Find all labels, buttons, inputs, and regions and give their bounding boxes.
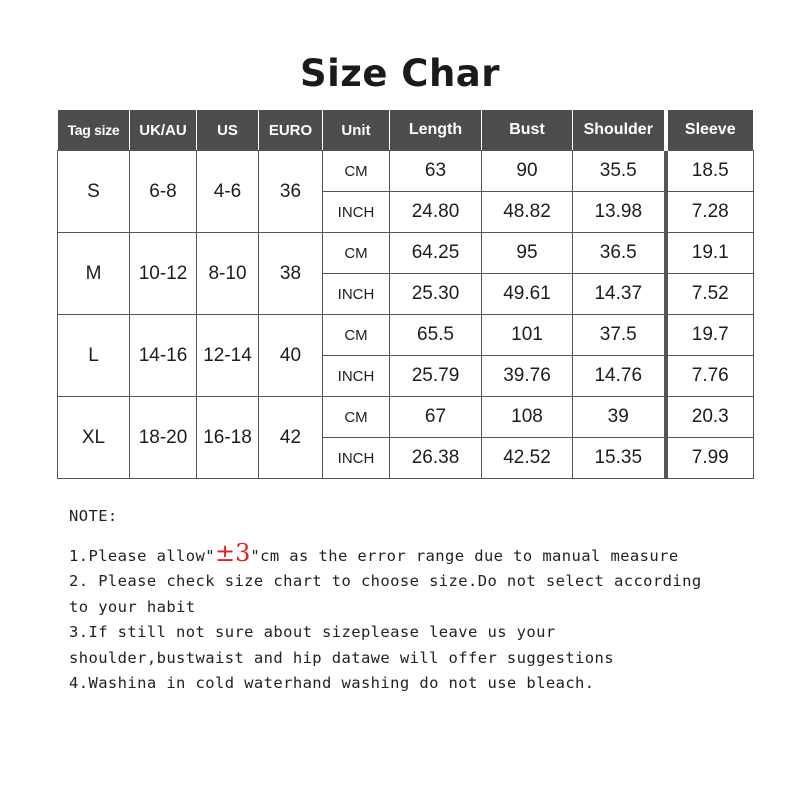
bust-cell: 108: [482, 397, 573, 438]
unit-cell: INCH: [323, 192, 390, 233]
us-cell: 16-18: [197, 397, 259, 479]
length-cell: 63: [390, 151, 482, 192]
us-cell: 12-14: [197, 315, 259, 397]
table-row: [58, 233, 754, 274]
unit-cell: INCH: [323, 356, 390, 397]
shoulder-cell: 14.76: [573, 356, 666, 397]
header-tag-size: Tag size: [58, 110, 130, 151]
bust-cell: 42.52: [482, 438, 573, 479]
sleeve-cell: 20.3: [666, 397, 754, 438]
bust-cell: 48.82: [482, 192, 573, 233]
euro-cell: 42: [259, 397, 323, 479]
tag-size-cell: XL: [58, 397, 130, 479]
shoulder-cell: 13.98: [573, 192, 666, 233]
header-shoulder: Shoulder: [573, 110, 666, 151]
sleeve-cell: 7.52: [666, 274, 754, 315]
sleeve-cell: 7.76: [666, 356, 754, 397]
tag-size-cell: M: [58, 233, 130, 315]
header-sleeve: Sleeve: [666, 110, 754, 151]
unit-cell: INCH: [323, 274, 390, 315]
tolerance-highlight: ±3: [214, 538, 251, 567]
length-cell: 24.80: [390, 192, 482, 233]
note-heading: NOTE:: [69, 507, 118, 525]
us-cell: 4-6: [197, 151, 259, 233]
sleeve-cell: 19.1: [666, 233, 754, 274]
sleeve-cell: 18.5: [666, 151, 754, 192]
shoulder-cell: 37.5: [573, 315, 666, 356]
shoulder-cell: 39: [573, 397, 666, 438]
note-line-3b: shoulder,bustwaist and hip datawe will offer suggestions: [69, 648, 614, 667]
euro-cell: 40: [259, 315, 323, 397]
note-line-2b: to your habit: [69, 597, 196, 616]
us-cell: 8-10: [197, 233, 259, 315]
sleeve-cell: 7.99: [666, 438, 754, 479]
length-cell: 64.25: [390, 233, 482, 274]
header-length: Length: [390, 110, 482, 151]
length-cell: 25.79: [390, 356, 482, 397]
euro-cell: 36: [259, 151, 323, 233]
note-line-1-post: "cm as the error range due to manual measure: [250, 546, 679, 565]
note-line-4: 4.Washina in cold waterhand washing do not use bleach.: [69, 674, 595, 692]
table-row: [58, 397, 754, 438]
header-uk-au: UK/AU: [130, 110, 197, 151]
note-line-1: [69, 538, 769, 570]
shoulder-cell: 15.35: [573, 438, 666, 479]
unit-cell: CM: [323, 151, 390, 192]
length-cell: 25.30: [390, 274, 482, 315]
length-cell: 65.5: [390, 315, 482, 356]
note-line-1-pre: 1.Please allow": [69, 546, 215, 565]
uk-au-cell: 10-12: [130, 233, 197, 315]
note-line-3a: 3.If still not sure about sizeplease leave us your: [69, 623, 556, 641]
unit-cell: CM: [323, 397, 390, 438]
unit-cell: CM: [323, 233, 390, 274]
notes-section: [69, 504, 769, 697]
shoulder-cell: 36.5: [573, 233, 666, 274]
bust-cell: 101: [482, 315, 573, 356]
length-cell: 26.38: [390, 438, 482, 479]
size-chart-table: [57, 109, 754, 479]
bust-cell: 49.61: [482, 274, 573, 315]
header-bust: Bust: [482, 110, 573, 151]
bust-cell: 39.76: [482, 356, 573, 397]
header-euro: EURO: [259, 110, 323, 151]
tag-size-cell: S: [58, 151, 130, 233]
euro-cell: 38: [259, 233, 323, 315]
sleeve-cell: 7.28: [666, 192, 754, 233]
uk-au-cell: 6-8: [130, 151, 197, 233]
tag-size-cell: L: [58, 315, 130, 397]
sleeve-cell: 19.7: [666, 315, 754, 356]
shoulder-cell: 35.5: [573, 151, 666, 192]
header-unit: Unit: [323, 110, 390, 151]
table-row: [58, 151, 754, 192]
bust-cell: 90: [482, 151, 573, 192]
unit-cell: CM: [323, 315, 390, 356]
page-title: Size Char: [299, 52, 501, 95]
header-row: [58, 110, 754, 151]
length-cell: 67: [390, 397, 482, 438]
unit-cell: INCH: [323, 438, 390, 479]
uk-au-cell: 18-20: [130, 397, 197, 479]
bust-cell: 95: [482, 233, 573, 274]
shoulder-cell: 14.37: [573, 274, 666, 315]
table-row: [58, 315, 754, 356]
note-line-2a: 2. Please check size chart to choose size.Do not select according: [69, 572, 702, 590]
header-us: US: [197, 110, 259, 151]
uk-au-cell: 14-16: [130, 315, 197, 397]
